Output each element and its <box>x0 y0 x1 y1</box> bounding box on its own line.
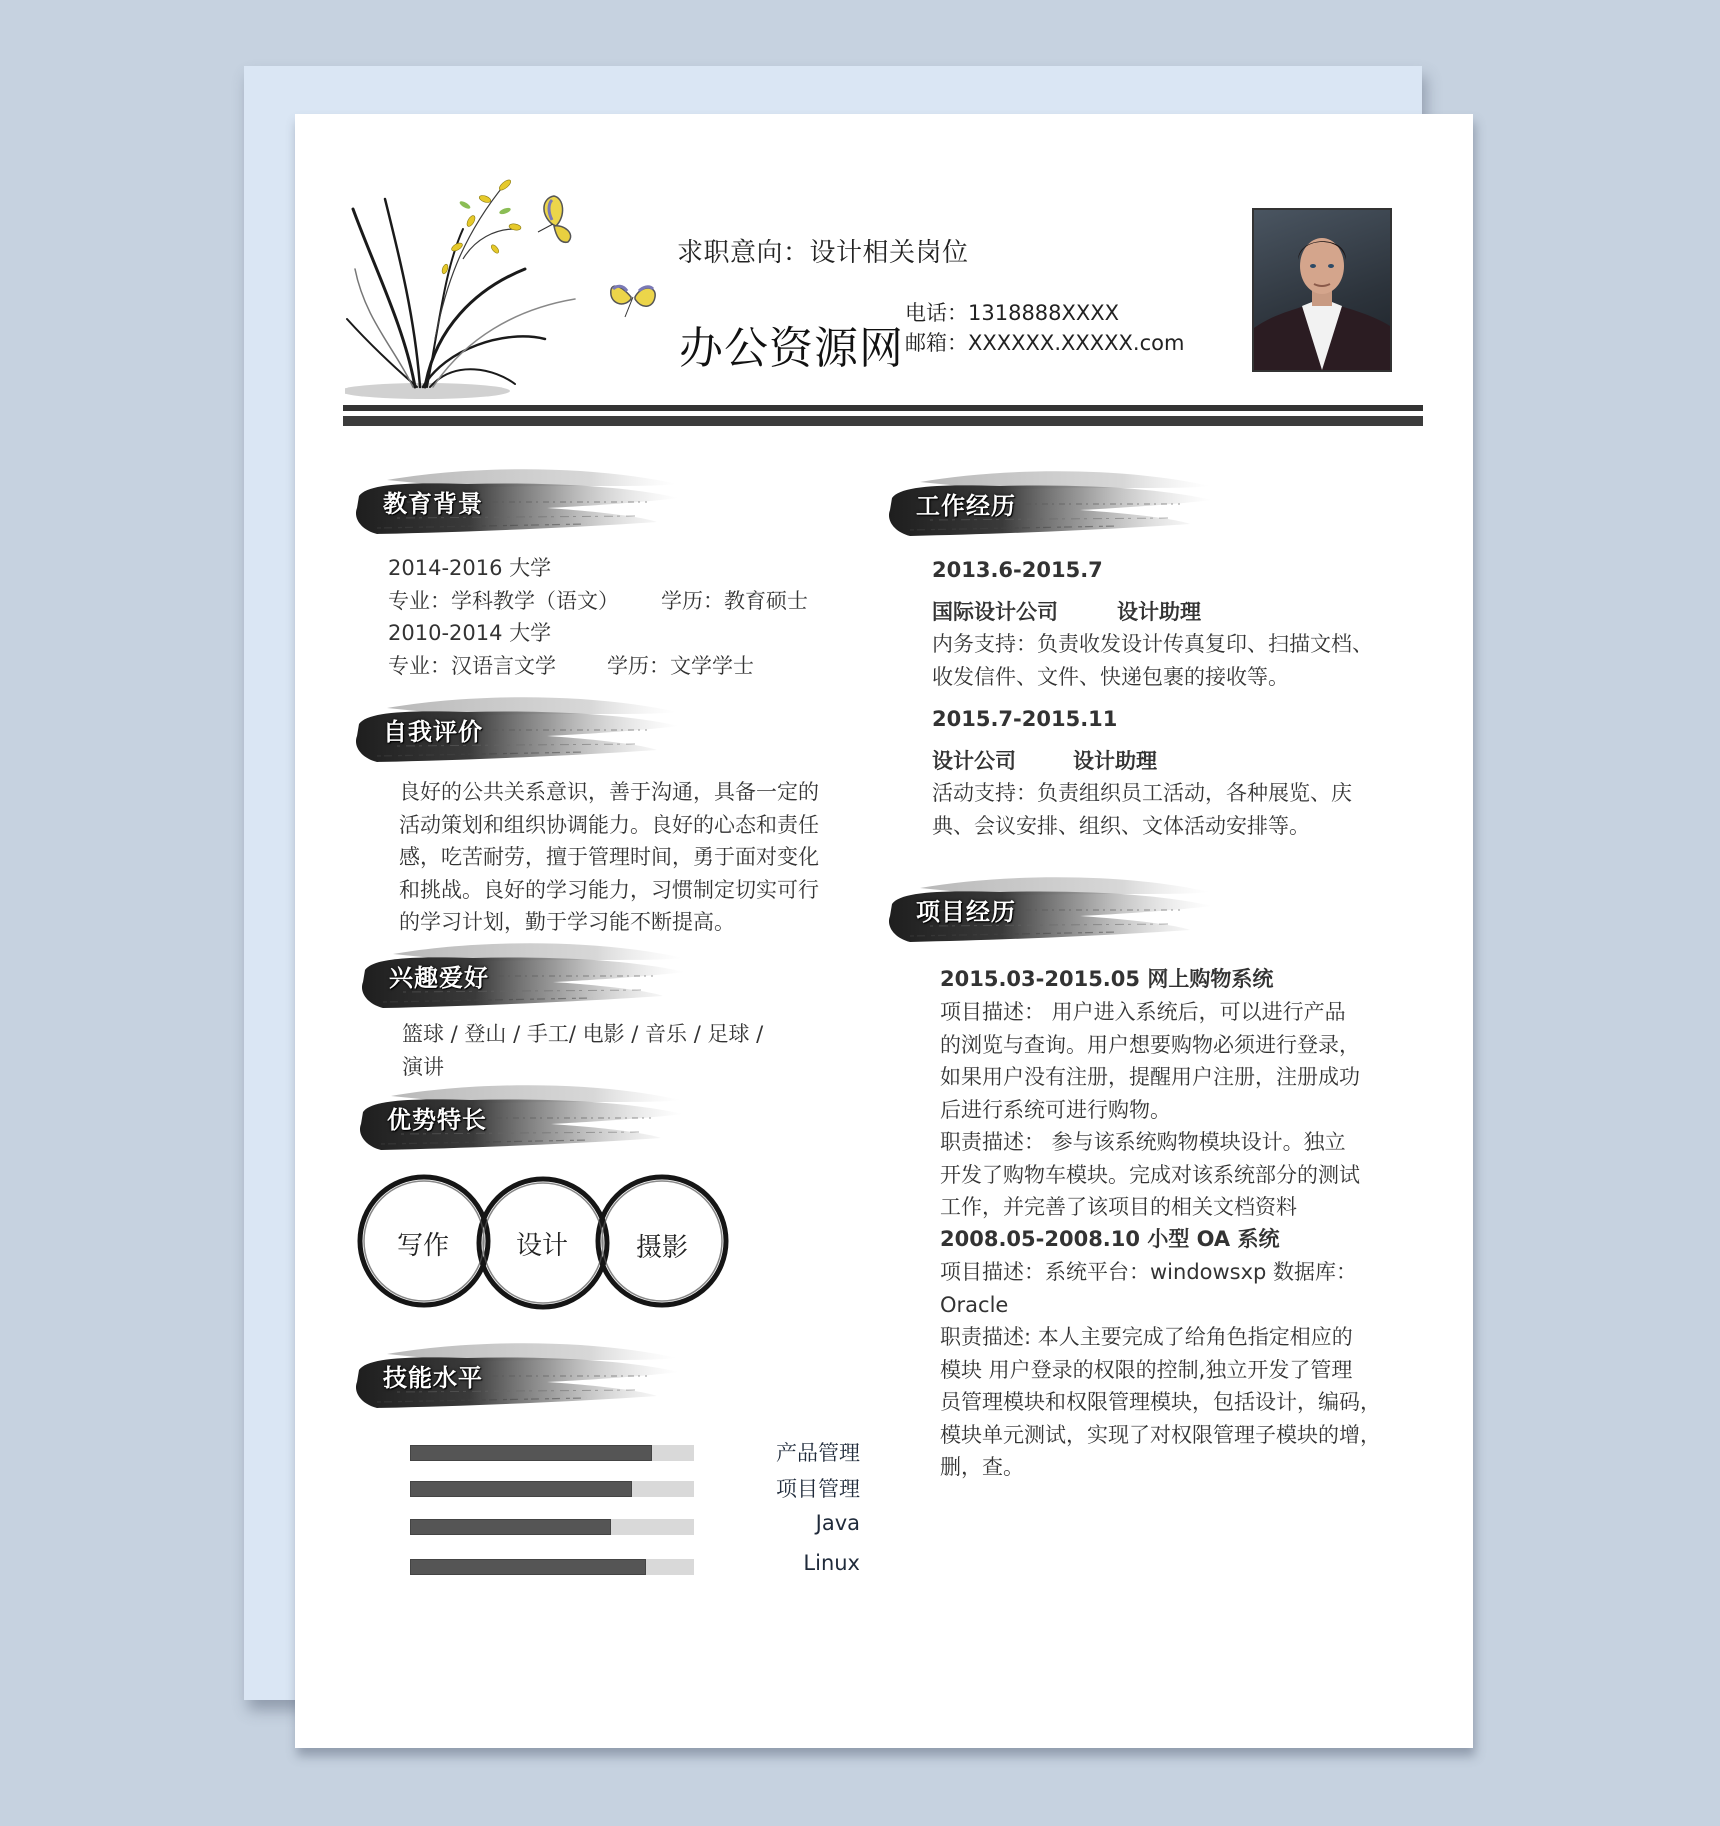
text-line: 感，吃苦耐劳，擅于管理时间，勇于面对变化 <box>399 845 819 869</box>
education-period: 2014-2016 大学 <box>388 556 552 580</box>
section-title: 技能水平 <box>383 1364 483 1392</box>
hobbies-text: 篮球 / 登山 / 手工/ 电影 / 音乐 / 足球 / <box>402 1022 764 1046</box>
project-heading: 2015.03-2015.05 网上购物系统 <box>940 967 1274 991</box>
work-position: 设计助理 <box>1117 600 1201 624</box>
skill-bar-fill <box>410 1559 646 1575</box>
work-description <box>932 628 1373 693</box>
education-major: 专业：学科教学（语文） <box>388 589 619 613</box>
section-title: 项目经历 <box>916 898 1016 926</box>
education-degree: 学历：教育硕士 <box>661 589 808 613</box>
text-line: 的浏览与查询。用户想要购物必须进行登录， <box>940 1032 1360 1057</box>
profile-photo <box>1252 208 1392 372</box>
skill-label: 项目管理 <box>776 1477 860 1501</box>
education-major: 专业：汉语言文学 <box>388 654 556 678</box>
job-intent: 求职意向：设计相关岗位 <box>677 238 969 268</box>
section-header-work <box>880 464 1230 546</box>
strength-design: 设计 <box>516 1231 569 1261</box>
text-line: 职责描述: 本人主要完成了给角色指定相应的 <box>940 1325 1353 1349</box>
butterfly-icon <box>530 194 580 249</box>
text-line: 后进行系统可进行购物。 <box>940 1097 1171 1122</box>
text-line: 如果用户没有注册，提醒用户注册，注册成功 <box>940 1065 1360 1089</box>
self-evaluation-text <box>399 776 819 939</box>
text-line: 员管理模块和权限管理模块，包括设计，编码， <box>940 1390 1381 1414</box>
skill-bar-fill <box>410 1445 652 1461</box>
person-photo-icon <box>1254 210 1390 370</box>
header-divider <box>343 405 1423 411</box>
section-header-self-evaluation <box>347 690 697 772</box>
skill-label: Linux <box>803 1551 860 1575</box>
section-title: 工作经历 <box>916 492 1016 520</box>
contact-info <box>905 298 1184 358</box>
resume-page <box>295 114 1473 1748</box>
project-heading: 2008.05-2008.10 小型 OA 系统 <box>940 1227 1280 1251</box>
skill-bar-fill <box>410 1481 632 1497</box>
work-period: 2015.7-2015.11 <box>932 707 1118 731</box>
phone-text: 电话：1318888XXXX <box>905 301 1120 325</box>
email-text: 邮箱：XXXXXX.XXXXX.com <box>905 331 1185 355</box>
section-header-hobbies <box>353 936 703 1018</box>
candidate-name: 办公资源网 <box>679 323 904 374</box>
text-line: 项目描述：系统平台：windowsxp 数据库： <box>940 1260 1358 1284</box>
text-line: 典、会议安排、组织、文体活动安排等。 <box>932 813 1310 838</box>
skill-label: 产品管理 <box>776 1441 860 1465</box>
education-degree: 学历：文学学士 <box>607 654 754 678</box>
section-header-skills <box>347 1336 697 1418</box>
section-title: 教育背景 <box>383 490 483 518</box>
text-line: 删，查。 <box>940 1455 1024 1479</box>
strength-writing: 写作 <box>397 1231 450 1261</box>
skill-row <box>410 1441 860 1465</box>
work-position: 设计助理 <box>1073 749 1157 773</box>
text-line: 良好的公共关系意识，善于沟通，具备一定的 <box>399 780 819 804</box>
skill-row <box>410 1477 860 1501</box>
work-description <box>932 777 1352 842</box>
section-title: 兴趣爱好 <box>389 964 489 992</box>
text-line: 工作，并完善了该项目的相关文档资料 <box>940 1195 1297 1219</box>
header-divider-thick <box>343 416 1423 426</box>
text-line: 项目描述： 用户进入系统后，可以进行产品 <box>940 1000 1346 1024</box>
strengths-circles <box>397 1169 805 1319</box>
work-company: 设计公司 <box>932 749 1016 773</box>
text-line: 模块 用户登录的权限的控制,独立开发了管理 <box>940 1357 1353 1382</box>
butterfly-icon <box>605 269 661 325</box>
project-description <box>940 996 1360 1224</box>
hobbies-text: 演讲 <box>402 1055 444 1079</box>
text-line: 内务支持：负责收发设计传真复印、扫描文档、 <box>932 632 1373 656</box>
text-line: 收发信件、文件、快递包裹的接收等。 <box>932 664 1289 689</box>
text-line: 模块单元测试，实现了对权限管理子模块的增， <box>940 1422 1381 1447</box>
text-line: 活动支持：负责组织员工活动，各种展览、庆 <box>932 781 1352 805</box>
work-company: 国际设计公司 <box>932 600 1058 624</box>
text-line: 的学习计划，勤于学习能不断提高。 <box>399 910 735 934</box>
section-title: 自我评价 <box>383 718 483 746</box>
project-description <box>940 1256 1381 1484</box>
text-line: 职责描述： 参与该系统购物模块设计。独立 <box>940 1130 1346 1154</box>
skill-row <box>410 1511 860 1537</box>
text-line: Oracle <box>940 1292 1009 1317</box>
section-header-education <box>347 462 697 544</box>
text-line: 活动策划和组织协调能力。良好的心态和责任 <box>399 812 819 837</box>
work-period: 2013.6-2015.7 <box>932 558 1103 582</box>
text-line: 和挑战。良好的学习能力，习惯制定切实可行 <box>399 877 819 902</box>
skill-label: Java <box>815 1511 860 1535</box>
text-line: 开发了购物车模块。完成对该系统部分的测试 <box>940 1162 1360 1187</box>
education-period: 2010-2014 大学 <box>388 621 552 645</box>
section-title: 优势特长 <box>387 1106 487 1134</box>
skill-bar-fill <box>410 1519 611 1535</box>
section-header-projects <box>880 870 1230 952</box>
section-header-strengths <box>351 1078 701 1160</box>
strength-photography: 摄影 <box>636 1233 689 1263</box>
skill-row <box>410 1551 860 1577</box>
